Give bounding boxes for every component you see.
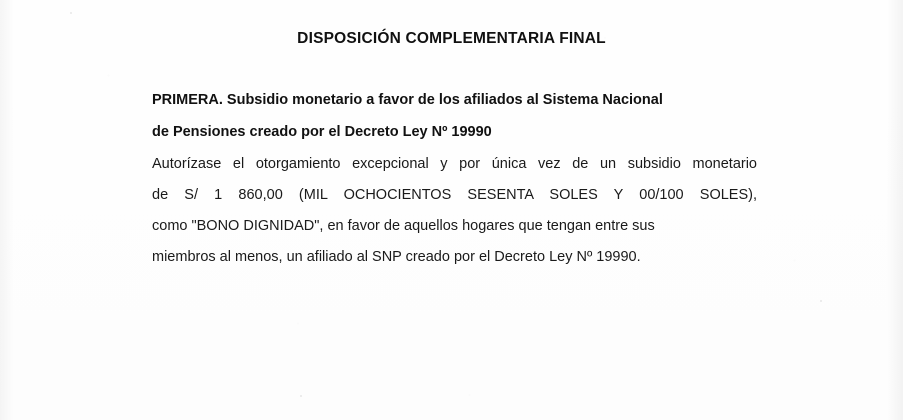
page-right-shadow [887,0,903,420]
article-block [152,85,757,273]
scan-speck [300,395,302,397]
article-body [152,149,757,273]
article-title-line-2: de Pensiones creado por el Decreto Ley Nº 19990 [152,124,492,140]
article-body-line-3: como "BONO DIGNIDAD", en favor de aquellos hogares que tengan entre sus [152,218,655,234]
scan-speck [70,12,72,14]
page-left-shadow [0,0,14,420]
article-title-line-1: PRIMERA. Subsidio monetario a favor de los afiliados al Sistema Nacional [152,92,663,108]
document-heading: DISPOSICIÓN COMPLEMENTARIA FINAL [297,30,606,47]
article-body-line-2: de S/ 1 860,00 (MIL OCHOCIENTOS SESENTA SOLES Y 00/100 SOLES), [152,187,757,203]
scan-speck [820,300,822,302]
article-body-line-1: Autorízase el otorgamiento excepcional y por única vez de un subsidio monetario [152,156,757,172]
article-body-line-4: miembros al menos, un afiliado al SNP creado por el Decreto Ley Nº 19990. [152,249,641,265]
